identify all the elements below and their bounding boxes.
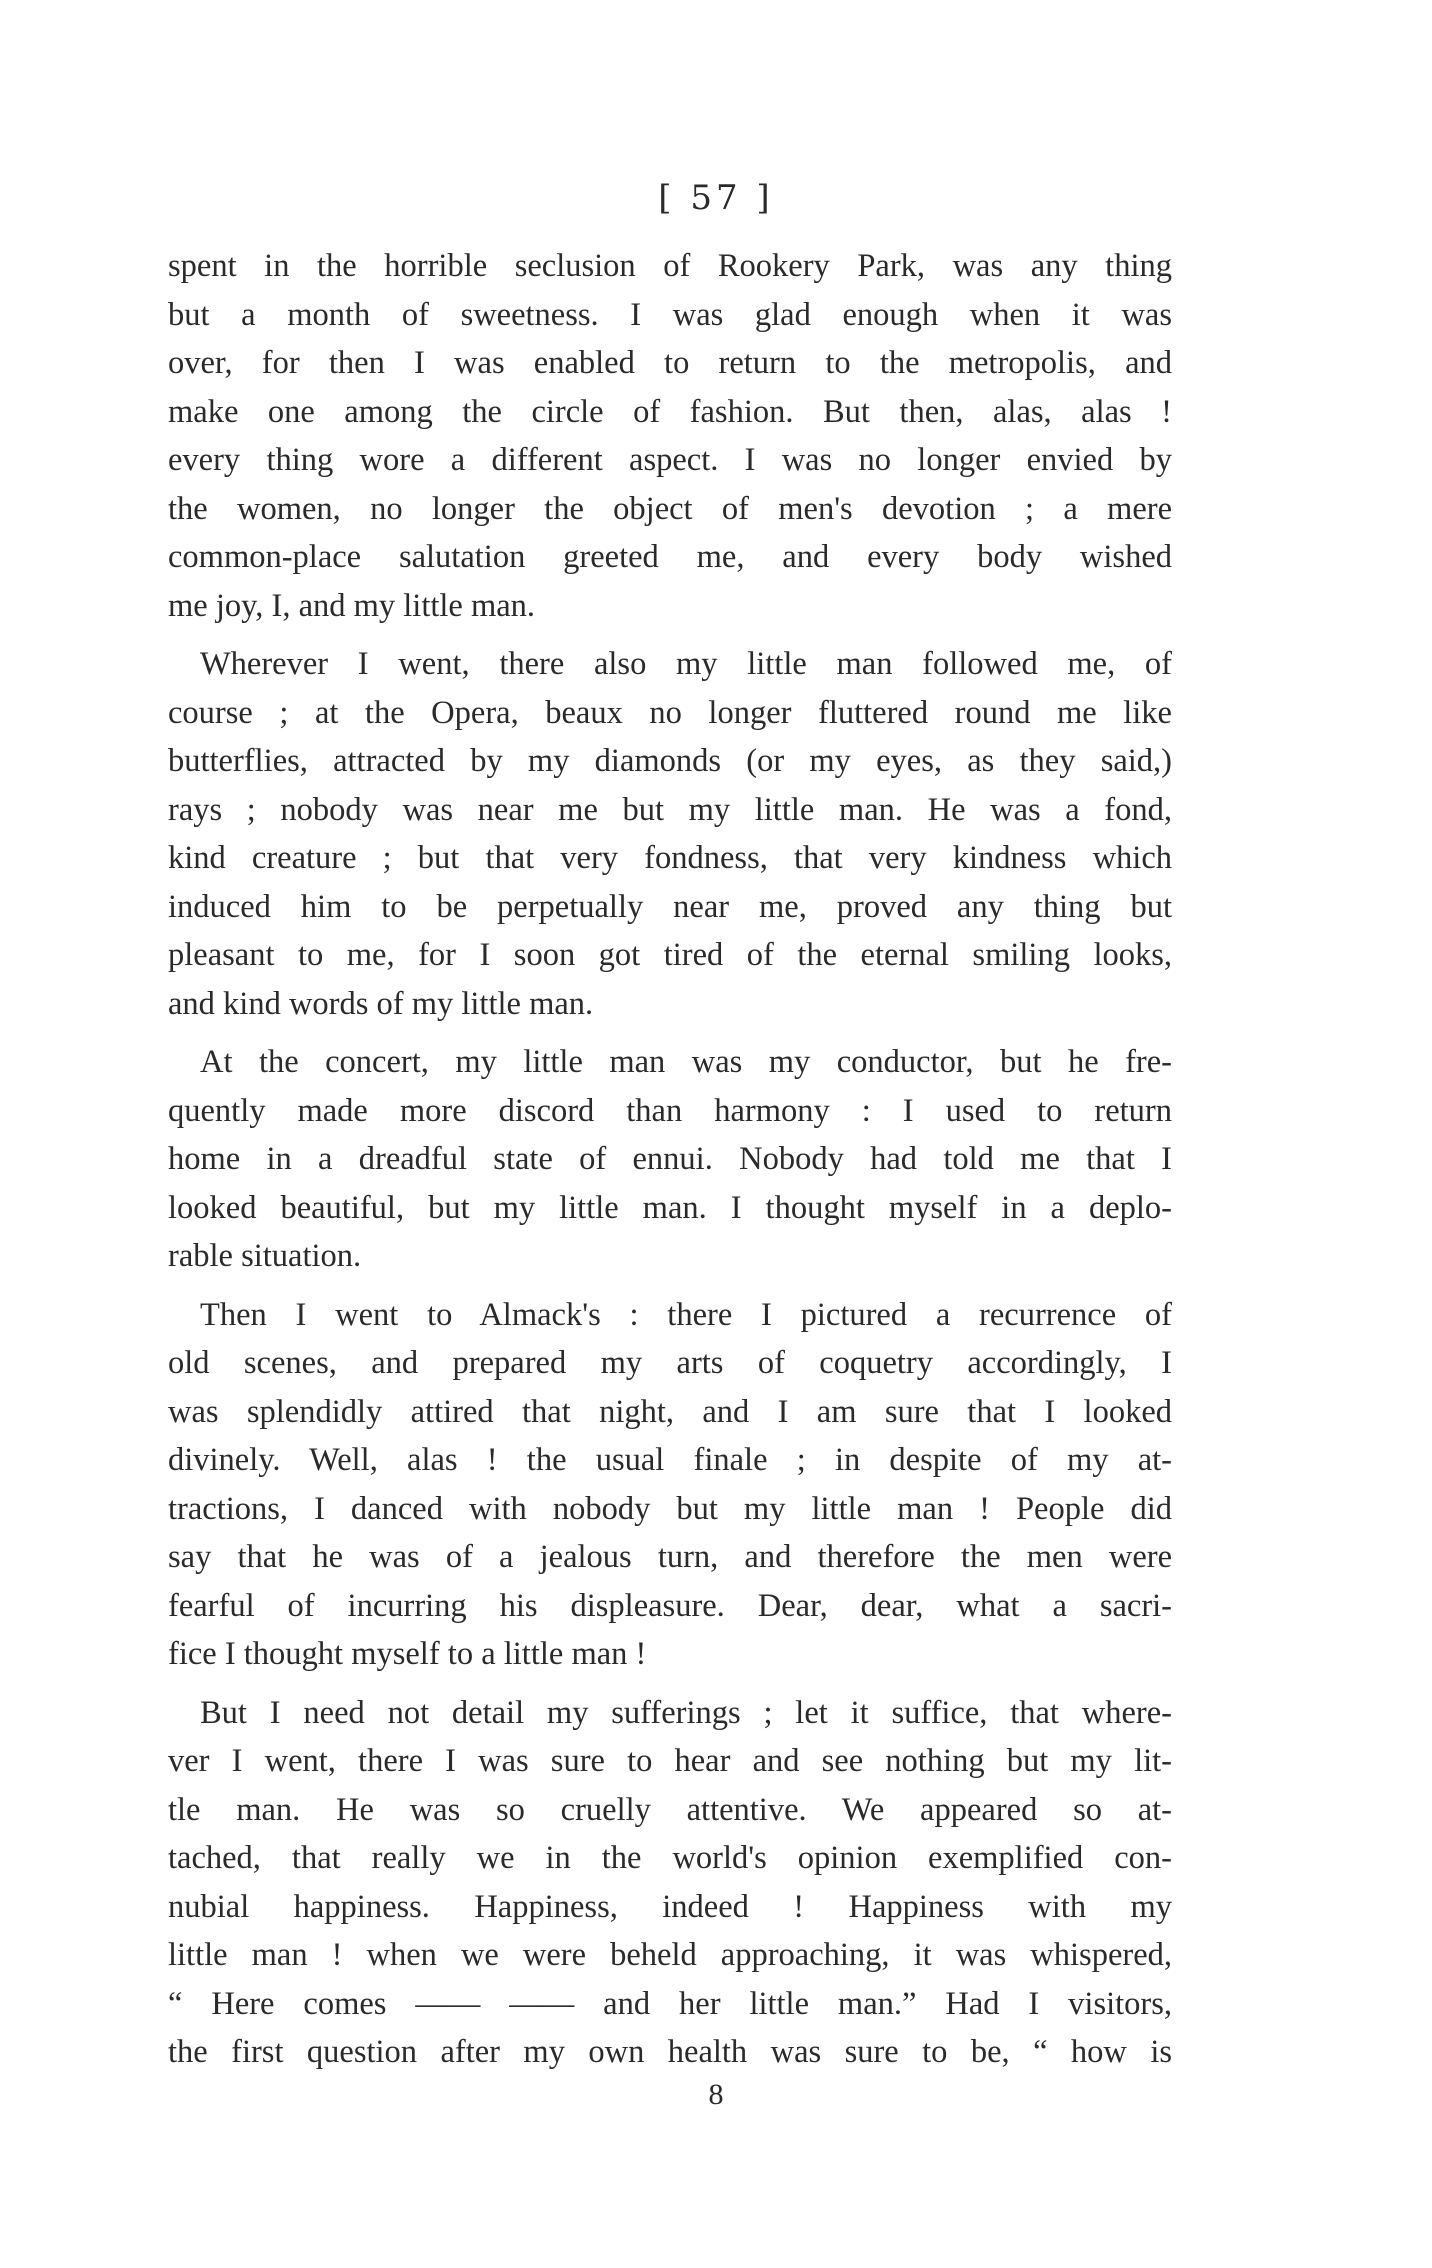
signature-mark: 8	[708, 2078, 724, 2111]
text-line: But I need not detail my sufferings ; let it suffice, that where-	[200, 1694, 1172, 1731]
paragraph-4	[168, 1291, 1172, 1679]
paragraph-3	[168, 1038, 1172, 1281]
text-line: was splendidly attired that night, and I am sure that I looked	[168, 1393, 1172, 1430]
text-line: home in a dreadful state of ennui. Nobody had told me that I	[168, 1141, 1172, 1177]
text-line: little man ! when we were beheld approaching, it was whispered,	[168, 1937, 1172, 1973]
text-line: ver I went, there I was sure to hear and see nothing but my lit-	[168, 1743, 1172, 1779]
text-line: tached, that really we in the world's opinion exemplified con-	[168, 1840, 1172, 1876]
text-line: but a month of sweetness. I was glad enough when it was	[168, 296, 1172, 333]
text-line: the first question after my own health was sure to be, “ how is	[168, 2034, 1172, 2070]
text-line: nubial happiness. Happiness, indeed ! Happiness with my	[168, 1888, 1172, 1925]
text-line: butterflies, attracted by my diamonds (or my eyes, as they said,)	[168, 743, 1172, 779]
text-line: me joy, I, and my little man.	[168, 587, 536, 624]
text-line: and kind words of my little man.	[168, 985, 594, 1022]
text-line: say that he was of a jealous turn, and therefore the men were	[168, 1539, 1172, 1575]
text-line: kind creature ; but that very fondness, that very kindness which	[168, 840, 1172, 876]
text-line: Then I went to Almack's : there I pictured a recurrence of	[200, 1296, 1172, 1333]
text-line: At the concert, my little man was my conductor, but he fre-	[200, 1044, 1172, 1080]
text-line: course ; at the Opera, beaux no longer fluttered round me like	[168, 694, 1172, 731]
text-line: “ Here comes —— —— and her little man.” Had I visitors,	[168, 1985, 1172, 2022]
body-text	[168, 242, 1172, 2087]
text-line: spent in the horrible seclusion of Rookery Park, was any thing	[168, 248, 1172, 284]
text-line: divinely. Well, alas ! the usual finale ; in despite of my at-	[168, 1442, 1172, 1478]
text-line: tractions, I danced with nobody but my little man ! People did	[168, 1490, 1172, 1527]
paragraph-1	[168, 242, 1172, 630]
paragraph-5	[168, 1689, 1172, 2077]
text-line: looked beautiful, but my little man. I thought myself in a deplo-	[168, 1189, 1172, 1226]
text-line: tle man. He was so cruelly attentive. We appeared so at-	[168, 1791, 1172, 1828]
paragraph-2	[168, 640, 1172, 1028]
text-line: fearful of incurring his displeasure. Dear, dear, what a sacri-	[168, 1587, 1172, 1624]
text-line: old scenes, and prepared my arts of coquetry accordingly, I	[168, 1345, 1172, 1381]
text-line: common-place salutation greeted me, and every body wished	[168, 539, 1172, 575]
text-line: rable situation.	[168, 1238, 362, 1274]
text-line: fice I thought myself to a little man !	[168, 1636, 647, 1672]
text-line: every thing wore a different aspect. I was no longer envied by	[168, 442, 1172, 478]
text-line: make one among the circle of fashion. But then, alas, alas !	[168, 393, 1172, 430]
text-line: quently made more discord than harmony : I used to return	[168, 1092, 1172, 1129]
text-line: Wherever I went, there also my little man followed me, of	[200, 646, 1172, 682]
text-line: induced him to be perpetually near me, proved any thing but	[168, 888, 1172, 925]
text-line: over, for then I was enabled to return to the metropolis, and	[168, 345, 1172, 381]
text-line: pleasant to me, for I soon got tired of the eternal smiling looks,	[168, 937, 1172, 973]
text-line: rays ; nobody was near me but my little man. He was a fond,	[168, 791, 1172, 828]
page-number: [ 57 ]	[658, 178, 774, 218]
text-line: the women, no longer the object of men's devotion ; a mere	[168, 490, 1172, 527]
